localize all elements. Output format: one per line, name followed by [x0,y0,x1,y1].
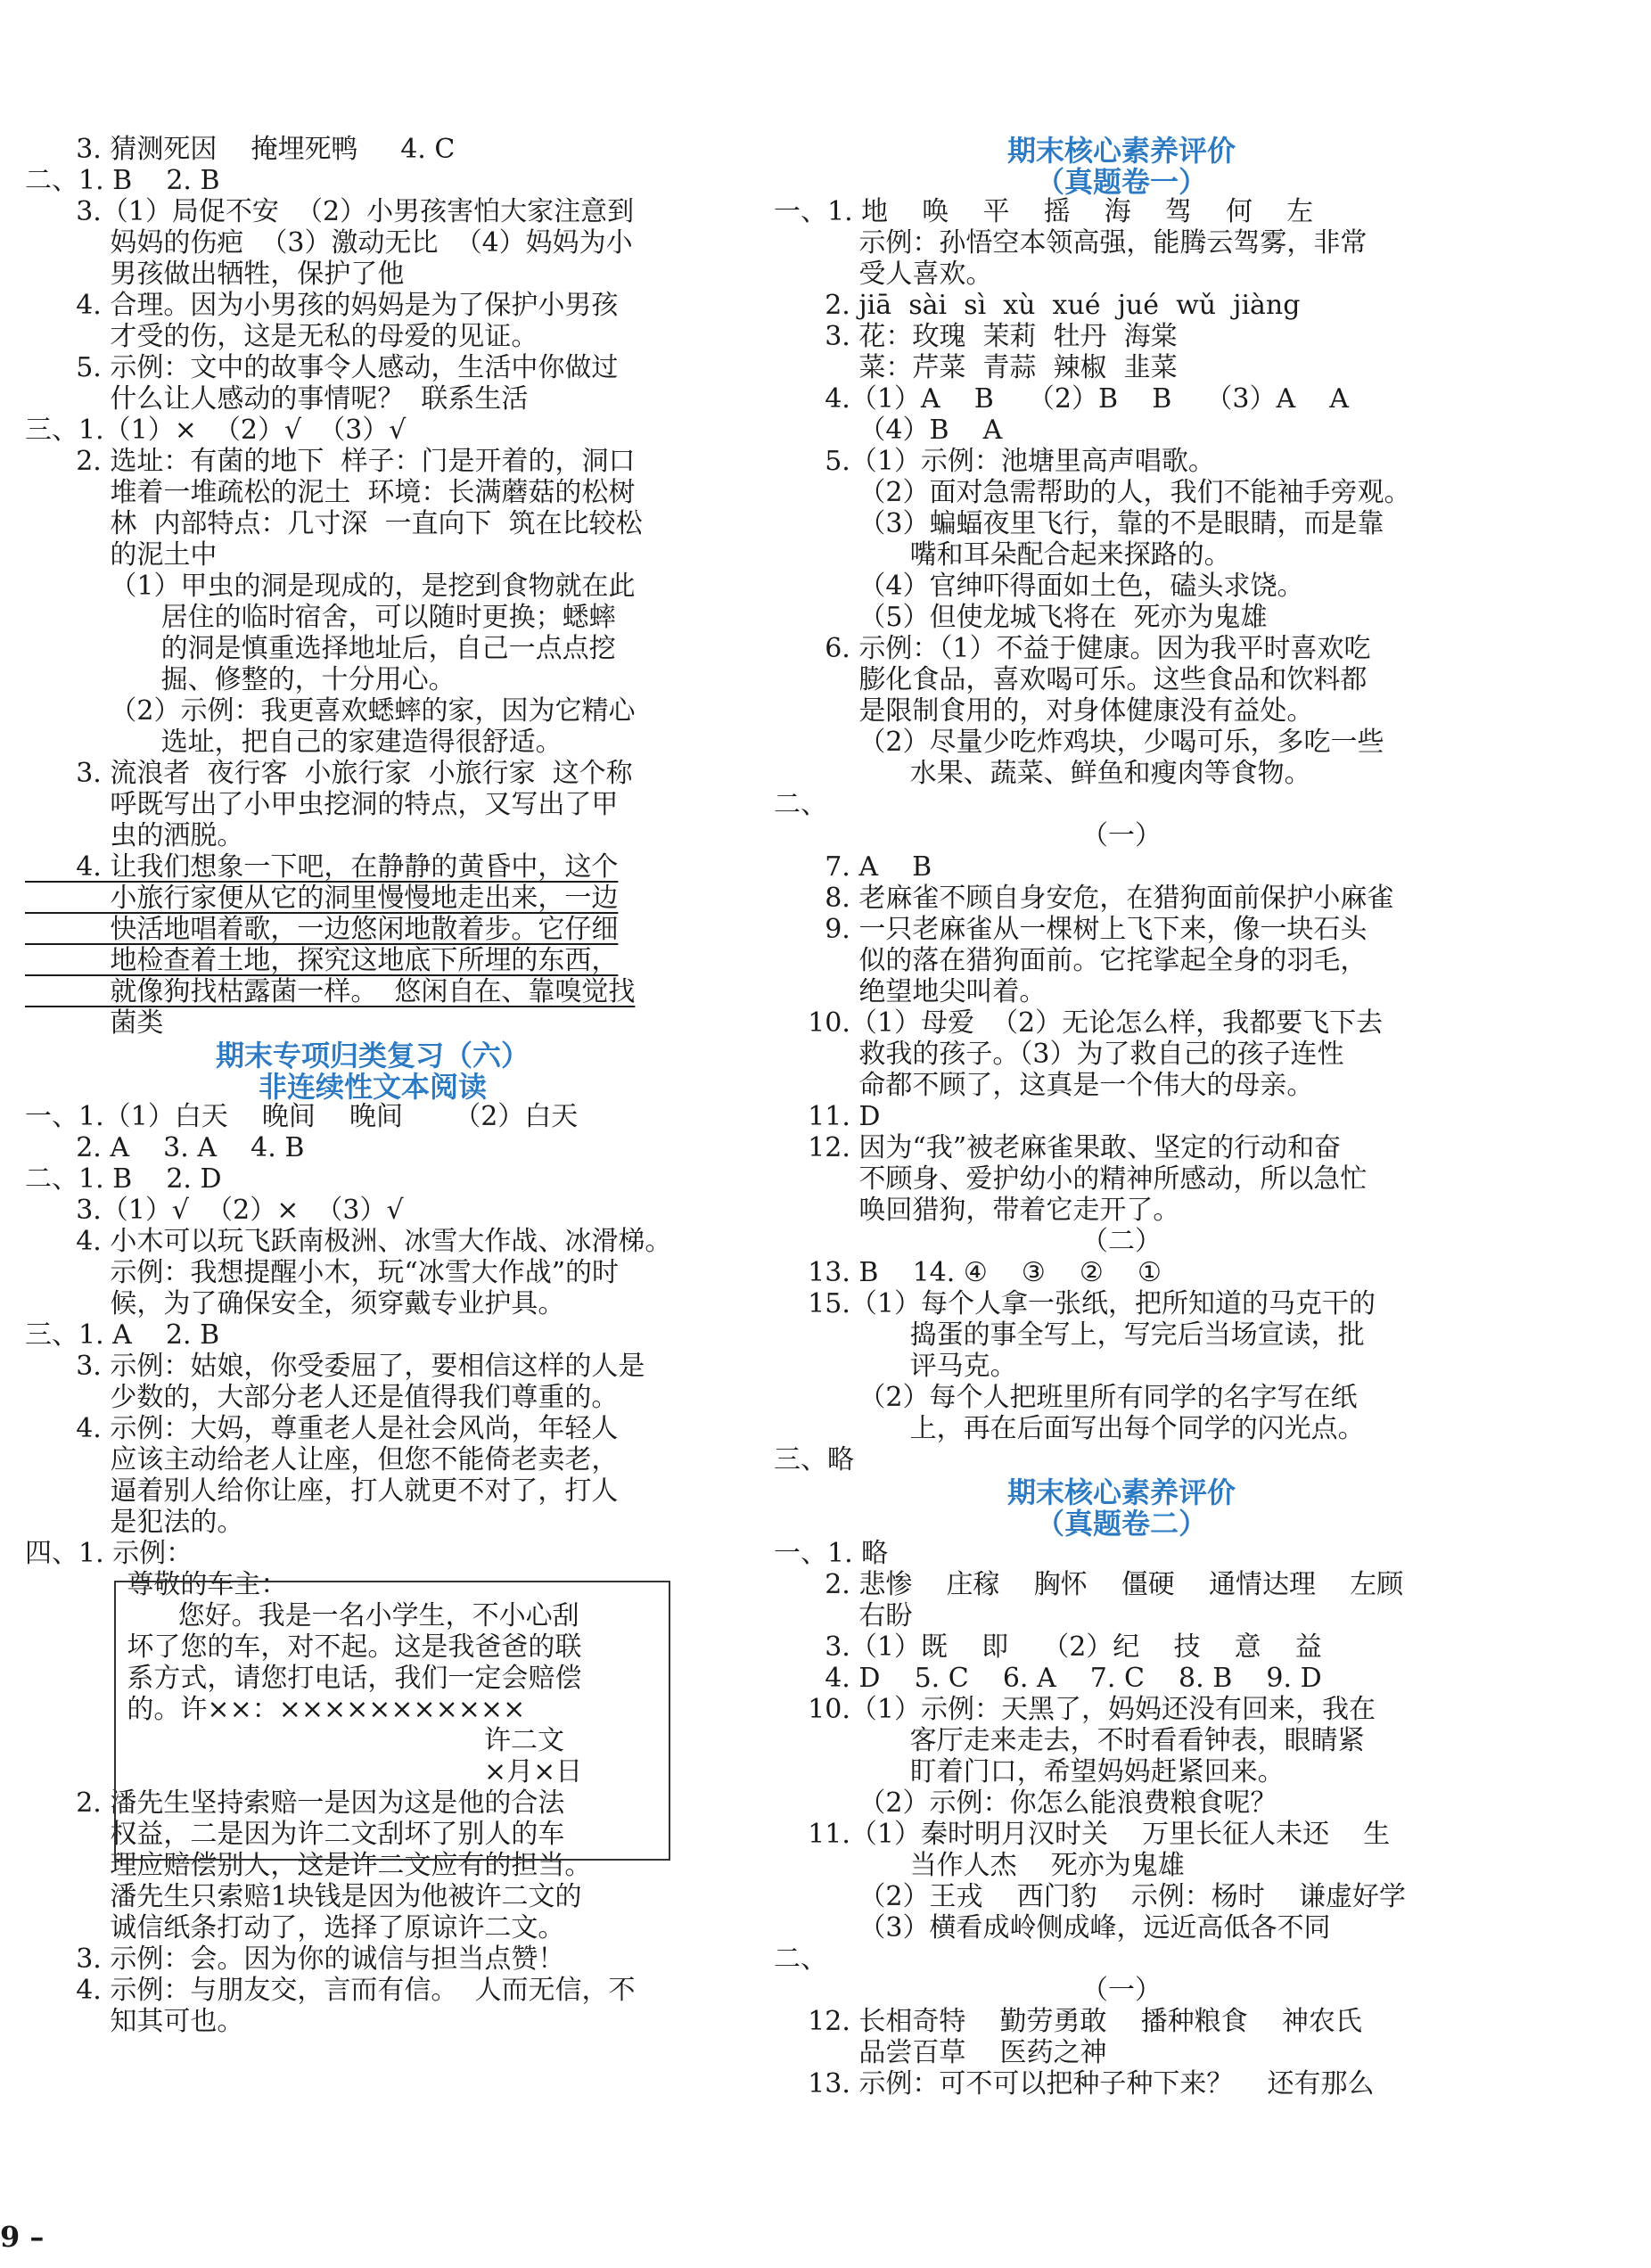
answer-line: 2. A 3. A 4. B [25,1132,305,1163]
answer-line: 地检查着土地，探究这地底下所埋的东西， [25,945,619,976]
answer-line: 4. 示例：大妈，尊重老人是社会风尚，年轻人 [25,1413,619,1444]
answer-line: ×月×日 [25,1756,583,1787]
answer-line: 示例：孙悟空本领高强，能腾云驾雾，非常 [774,227,1368,259]
answer-line: 一、1.（1）白天 晚间 晚间 （2）白天 [25,1101,579,1132]
answer-line: （4）官绅吓得面如土色，磕头求饶。 [774,571,1304,602]
answer-line: 10.（1）示例：天黑了，妈妈还没有回来，我在 [774,1694,1376,1725]
answer-line: 15.（1）每个人拿一张纸，把所知道的马克干的 [774,1288,1376,1319]
answer-line: 逼着别人给你让座，打人就更不对了，打人 [25,1475,619,1507]
answer-line: 膨化食品，喜欢喝可乐。这些食品和饮料都 [774,664,1368,695]
answer-line: 4. 小木可以玩飞跃南极洲、冰雪大作战、冰滑梯。 [25,1226,672,1257]
answer-line: 右盼 [774,1600,913,1631]
answer-line: 三、1.（1）× （2）√ （3）√ [25,415,407,446]
answer-line: 堆着一堆疏松的泥土 环境：长满蘑菇的松树 [25,477,636,508]
answer-line: 当作人杰 死亦为鬼雄 [774,1850,1185,1881]
section-heading: （真题卷二） [1035,1507,1207,1538]
subsection-marker: （二） [1081,1226,1162,1257]
answer-line: 尊敬的车主： [25,1569,288,1600]
answer-line: 一、1. 略 [774,1538,889,1569]
answer-line: 3. 示例：会。因为你的诚信与担当点赞！ [25,1943,565,1975]
answer-line: 就像狗找枯露菌一样。 悠闲自在、靠嗅觉找 [25,976,636,1007]
answer-line: （2）示例：你怎么能浪费粮食呢？ [774,1787,1277,1819]
answer-line: 8. 老麻雀不顾自身安危，在猎狗面前保护小麻雀 [774,883,1394,914]
answer-line: 评马克。 [774,1351,1017,1382]
answer-line: 12. 因为“我”被老麻雀果敢、坚定的行动和奋 [774,1132,1342,1163]
answer-line: 快活地唱着歌，一边悠闲地散着步。它仔细 [25,914,619,945]
answer-line: （1）甲虫的洞是现成的，是挖到食物就在此 [25,571,636,602]
answer-line: 呼既写出了小甲虫挖洞的特点，又写出了甲 [25,789,619,820]
answer-line: 4. 让我们想象一下吧，在静静的黄昏中，这个 [25,851,619,883]
answer-line: （2）王戎 西门豹 示例：杨时 谦虚好学 [774,1881,1406,1912]
answer-line: 二、1. B 2. D [25,1163,222,1195]
subsection-marker: （一） [1081,1975,1162,2006]
answer-line: 是限制食用的，对身体健康没有益处。 [774,695,1314,727]
answer-line: （2）每个人把班里所有同学的名字写在纸 [774,1382,1358,1413]
answer-line: 3. 示例：姑娘，你受委屈了，要相信这样的人是 [25,1351,645,1382]
answer-line: 菜：芹菜 青蒜 辣椒 韭菜 [774,352,1178,383]
answer-line: 二、 [774,789,827,820]
answer-line: 权益，二是因为许二文刮坏了别人的车 [25,1819,565,1850]
answer-line: 2. 潘先生坚持索赔一是因为这是他的合法 [25,1787,565,1819]
answer-line: 10.（1）母爱 （2）无论怎么样，我都要飞下去 [774,1007,1384,1039]
answer-line: 11. D [774,1101,881,1132]
answer-line: 水果、蔬菜、鲜鱼和瘦肉等食物。 [774,758,1311,789]
answer-line: 少数的，大部分老人还是值得我们尊重的。 [25,1382,619,1413]
answer-line: 的洞是慎重选择地址后，自己一点点挖 [25,633,616,664]
answer-line: 坏了您的车，对不起。这是我爸爸的联 [25,1631,582,1663]
answer-line: 4. 合理。因为小男孩的妈妈是为了保护小男孩 [25,290,619,321]
answer-line: 4. 示例：与朋友交，言而有信。 人而无信，不 [25,1975,636,2006]
answer-line: 四、1. 示例： [25,1538,193,1569]
answer-line: 13. 示例：可不可以把种子种下来？ 还有那么 [774,2068,1375,2100]
answer-line: 2. jiā sài sì xù xué jué wǔ jiàng [774,290,1301,321]
answer-line: 客厅走来走去，不时看看钟表，眼睛紧 [774,1725,1365,1756]
answer-line: 小旅行家便从它的洞里慢慢地走出来，一边 [25,883,619,914]
answer-line: 应该主动给老人让座，但您不能倚老卖老， [25,1444,619,1475]
answer-line: 许二文 [25,1725,564,1756]
answer-line: 系方式，请您打电话，我们一定会赔偿 [25,1663,582,1694]
answer-line: 似的落在猎狗面前。它挓挲起全身的羽毛， [774,945,1368,976]
answer-line: 一、1. 地 唤 平 摇 海 驾 何 左 [774,196,1314,227]
answer-line: 4. D 5. C 6. A 7. C 8. B 9. D [774,1663,1322,1694]
answer-line: 理应赔偿别人，这是许二文应有的担当。 [25,1850,592,1881]
answer-line: 2. 选址：有菌的地下 样子：门是开着的，洞口 [25,446,636,477]
answer-line: 命都不顾了，这真是一个伟大的母亲。 [774,1070,1314,1101]
subsection-marker: （一） [1081,820,1162,851]
answer-line: （5）但使龙城飞将在 死亦为鬼雄 [774,602,1268,633]
answer-line: 4.（1）A B （2）B B （3）A A [774,383,1349,415]
answer-line: 是犯法的。 [25,1507,244,1538]
answer-line: （2）尽量少吃炸鸡块，少喝可乐，多吃一些 [774,727,1384,758]
section-heading: （真题卷一） [1035,165,1207,196]
section-heading: 期末专项归类复习（六） [215,1039,530,1070]
answer-line: 6. 示例：（1）不益于健康。因为我平时喜欢吃 [774,633,1371,664]
answer-line: 3.（1）局促不安 （2）小男孩害怕大家注意到 [25,196,635,227]
answer-line: 捣蛋的事全写上，写完后当场宣读，批 [774,1319,1365,1351]
answer-line: 3.（1）√ （2）× （3）√ [25,1195,404,1226]
answer-line: 品尝百草 医药之神 [774,2037,1107,2068]
answer-line: 上，再在后面写出每个同学的闪光点。 [774,1413,1365,1444]
answer-line: 掘、修整的，十分用心。 [25,664,456,695]
answer-line: 唤回猎狗，带着它走开了。 [774,1195,1180,1226]
answer-line: 5.（1）示例：池塘里高声唱歌。 [774,446,1215,477]
answer-line: 知其可也。 [25,2006,244,2037]
answer-line: 12. 长相奇特 勤劳勇敢 播种粮食 神农氏 [774,2006,1362,2037]
answer-line: （2）面对急需帮助的人，我们不能袖手旁观。 [774,477,1411,508]
answer-line: 什么让人感动的事情呢？ 联系生活 [25,383,529,415]
answer-line: 二、1. B 2. B [25,165,220,196]
answer-line: 您好。我是一名小学生，不小心刮 [25,1600,579,1631]
right-column [774,134,1469,2100]
answer-line: 救我的孩子。（3）为了救自己的孩子连性 [774,1039,1344,1070]
section-heading: 期末核心素养评价 [1006,134,1236,165]
answer-line: 居住的临时宿舍，可以随时更换；蟋蟀 [25,602,616,633]
answer-line: （4）B A [774,415,1003,446]
answer-line: 妈妈的伤疤 （3）激动无比 （4）妈妈为小 [25,227,633,259]
answer-line: 候，为了确保安全，须穿戴专业护具。 [25,1288,565,1319]
answer-line: 3.（1）既 即 （2）纪 技 意 益 [774,1631,1322,1663]
answer-line: 菌类 [25,1007,164,1039]
answer-line: 的。许××：××××××××××× [25,1694,526,1725]
answer-line: 嘴和耳朵配合起来探路的。 [774,539,1231,571]
answer-line: 三、略 [774,1444,854,1475]
answer-line: 才受的伤，这是无私的母爱的见证。 [25,321,538,352]
answer-line: 9. 一只老麻雀从一棵树上飞下来，像一块石头 [774,914,1368,945]
section-heading: 非连续性文本阅读 [258,1070,487,1101]
answer-line: （2）示例：我更喜欢蟋蟀的家，因为它精心 [25,695,636,727]
answer-line: 男孩做出牺牲，保护了他 [25,259,405,290]
answer-line: 选址，把自己的家建造得很舒适。 [25,727,563,758]
answer-line: 绝望地尖叫着。 [774,976,1047,1007]
answer-line: 诚信纸条打动了，选择了原谅许二文。 [25,1912,565,1943]
answer-line: 示例：我想提醒小木，玩“冰雪大作战”的时 [25,1257,620,1288]
answer-line: （3）蝙蝠夜里飞行，靠的不是眼睛，而是靠 [774,508,1384,539]
answer-line: 5. 示例：文中的故事令人感动，生活中你做过 [25,352,619,383]
answer-line: 二、 [774,1943,827,1975]
answer-line: 三、1. A 2. B [25,1319,220,1351]
answer-line: 3. 花：玫瑰 茉莉 牡丹 海棠 [774,321,1178,352]
section-heading: 期末核心素养评价 [1006,1475,1236,1507]
page-number: 9 – [0,2220,45,2254]
answer-line: 3. 猜测死因 掩埋死鸭 4. C [25,134,456,165]
answer-line: 盯着门口，希望妈妈赶紧回来。 [774,1756,1285,1787]
answer-line: 2. 悲惨 庄稼 胸怀 僵硬 通情达理 左顾 [774,1569,1404,1600]
answer-line: 虫的洒脱。 [25,820,244,851]
answer-line: 受人喜欢。 [774,259,993,290]
answer-line: 不顾身、爱护幼小的精神所感动，所以急忙 [774,1163,1368,1195]
answer-line: 林 内部特点：几寸深 一直向下 筑在比较松 [25,508,643,539]
answer-line: 3. 流浪者 夜行客 小旅行家 小旅行家 这个称 [25,758,633,789]
answer-line: 7. A B [774,851,932,883]
answer-line: （3）横看成岭侧成峰，远近高低各不同 [774,1912,1331,1943]
answer-line: 13. B 14. ④ ③ ② ① [774,1257,1162,1288]
letter-box [114,1581,670,1861]
answer-line: 的泥土中 [25,539,218,571]
answer-line: 11.（1）秦时明月汉时关 万里长征人未还 生 [774,1819,1391,1850]
answer-line: 潘先生只索赔1块钱是因为他被许二文的 [25,1881,582,1912]
